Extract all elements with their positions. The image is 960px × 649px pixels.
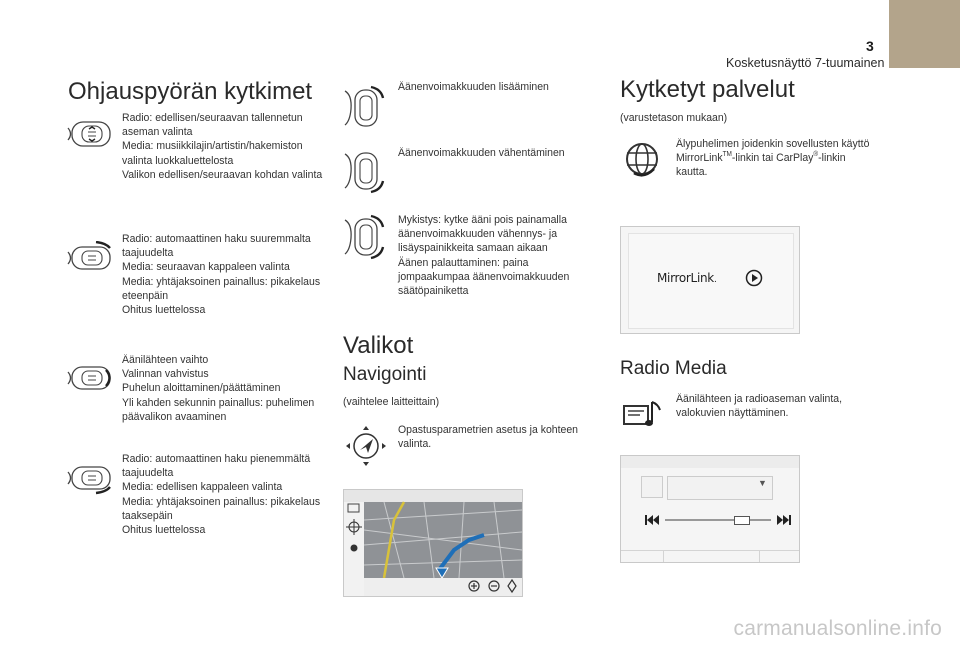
steering-switch-down-text: Radio: automaattinen haku pienemmältä taajuudelta Media: edellisen kappaleen valinta Media: yhtäjaksoinen painallus: pikakelaus taaksepäin Ohitus luettelossa: [122, 453, 321, 537]
volume-down-switch-icon: [343, 148, 387, 194]
radio-media-note-icon: [622, 398, 664, 430]
navigation-screen-illustration: [343, 489, 523, 597]
volume-down-text: Äänenvoimakkuuden vähentäminen: [398, 147, 565, 159]
section-title-radio-media: Radio Media: [620, 358, 727, 379]
page-number: 3: [866, 38, 874, 54]
track-progress-bar[interactable]: [665, 519, 771, 521]
volume-up-text: Äänenvoimakkuuden lisääminen: [398, 81, 549, 93]
steering-switch-up-text: Radio: automaattinen haku suuremmalta taajuudelta Media: seuraavan kappaleen valinta Media: yhtäjaksoinen painallus: pikakelaus eteenpäin Ohitus luettelossa: [122, 233, 321, 317]
subsection-title-navigation: Navigointi: [343, 364, 427, 385]
navigation-arrow-icon: [344, 424, 388, 468]
radio-media-text: Äänilähteen ja radioaseman valinta, valokuvien näyttäminen.: [676, 393, 843, 420]
connected-services-note: (varustetason mukaan): [620, 112, 728, 124]
mirrorlink-logo: MirrorLink.: [657, 271, 717, 285]
volume-up-switch-icon: [343, 85, 387, 131]
album-art-box: [641, 476, 663, 498]
navigation-item-text: Opastusparametrien asetus ja kohteen valinta.: [398, 424, 579, 451]
section-title-connected-services: Kytketyt palvelut: [620, 76, 795, 103]
chapter-tab: [889, 0, 960, 68]
connected-globe-icon: [622, 139, 662, 179]
steering-switch-select-icon: [66, 118, 118, 150]
dropdown-arrow-icon: ▼: [758, 478, 767, 488]
next-track-icon[interactable]: [777, 515, 791, 525]
steering-switch-press-icon: [66, 362, 118, 394]
previous-track-icon[interactable]: [645, 515, 659, 525]
steering-switch-down-icon: [66, 463, 118, 495]
connected-services-text: Älypuhelimen joidenkin sovellusten käyttö MirrorLink™-linkin tai CarPlay®-linkin kautta.: [676, 138, 870, 179]
section-title-menus: Valikot: [343, 332, 414, 359]
radio-media-screen-illustration: [620, 455, 800, 563]
navigation-note: (vaihtelee laitteittain): [343, 396, 440, 408]
section-title-steering-switches: Ohjauspyörän kytkimet: [68, 78, 313, 105]
mute-text: Mykistys: kytke ääni pois painamalla äänenvoimakkuuden vähennys- ja lisäyspainikkeita samaan aikaan Äänen palauttaminen: paina jompaakumpaa äänenvoimakkuuden säätöpainiketta: [398, 214, 570, 298]
steering-switch-up-icon: [66, 241, 118, 273]
steering-switch-select-text: Radio: edellisen/seuraavan tallennetun aseman valinta Media: musiikkilajin/artistin/hakemiston valinta luokkaluettelosta Valikon edellisen/seuraavan kohdan valinta: [122, 112, 323, 181]
chapter-title: Kosketusnäyttö 7-tuumainen: [726, 56, 885, 70]
steering-switch-press-text: Äänilähteen vaihto Valinnan vahvistus Puhelun aloittaminen/päättäminen Yli kahden sekunnin painallus: puhelimen päävalikon avaaminen: [122, 354, 315, 423]
mirrorlink-screen-illustration: [620, 226, 800, 334]
mirrorlink-launch-icon[interactable]: [745, 269, 763, 287]
mute-switch-icon: [343, 214, 387, 260]
watermark: carmanualsonline.info: [733, 617, 942, 640]
track-progress-handle[interactable]: [734, 516, 750, 525]
